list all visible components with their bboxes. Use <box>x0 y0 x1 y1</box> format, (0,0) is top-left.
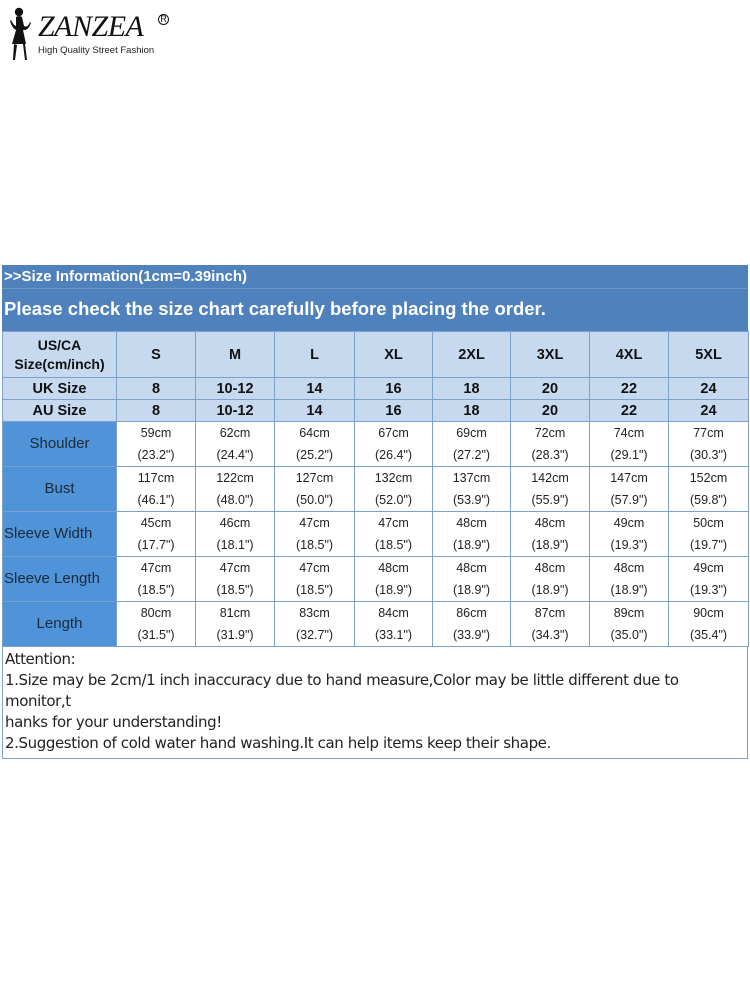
measurement-inch: (19.7") <box>689 538 728 552</box>
measurement-inch: (35.4") <box>689 628 728 642</box>
measurement-cell <box>590 557 669 602</box>
measurement-row <box>3 467 749 512</box>
measurement-cell <box>355 467 433 512</box>
measurement-inch: (18.9") <box>531 538 569 552</box>
measurement-cell <box>117 422 196 467</box>
measurement-cm: 152cm <box>689 471 728 485</box>
measurement-cell <box>433 602 511 647</box>
uk-size-cell: 16 <box>355 378 433 400</box>
au-size-cell: 14 <box>275 400 355 422</box>
measurement-cell <box>355 512 433 557</box>
measurement-inch: (31.9") <box>216 628 254 642</box>
measurement-cm: 74cm <box>613 426 645 440</box>
measurement-inch: (31.5") <box>137 628 175 642</box>
measurement-inch: (55.9") <box>531 493 569 507</box>
measurement-inch: (18.5") <box>374 538 413 552</box>
measurement-inch: (18.5") <box>216 583 254 597</box>
size-chart <box>2 265 748 759</box>
au-size-cell: 16 <box>355 400 433 422</box>
measurement-cell <box>275 512 355 557</box>
measurement-cell <box>275 467 355 512</box>
measurement-cell <box>196 557 275 602</box>
measurement-cell <box>117 467 196 512</box>
measurement-cm: 48cm <box>378 561 409 575</box>
measurement-cm: 47cm <box>378 516 409 530</box>
au-size-cell: 18 <box>433 400 511 422</box>
measurement-label: Sleeve Length <box>3 557 117 602</box>
measurement-inch: (28.3") <box>531 448 569 462</box>
measurement-cm: 49cm <box>613 516 645 530</box>
measurement-cm: 142cm <box>531 471 569 485</box>
measurement-cm: 48cm <box>613 561 645 575</box>
us-size-label <box>3 332 117 378</box>
measurement-cm: 89cm <box>613 606 645 620</box>
measurement-cell <box>669 512 749 557</box>
measurement-cm: 77cm <box>693 426 724 440</box>
measurement-inch: (27.2") <box>452 448 491 462</box>
au-size-cell: 8 <box>117 400 196 422</box>
uk-size-row <box>3 378 749 400</box>
measurement-cm: 117cm <box>137 471 175 485</box>
attention-line-1-cont: hanks for your understanding! <box>5 713 222 731</box>
measurement-cm: 80cm <box>140 606 172 620</box>
attention-line-2: 2.Suggestion of cold water hand washing.It can help items keep their shape. <box>5 734 551 752</box>
attention-notes <box>2 647 748 759</box>
measurement-inch: (57.9") <box>610 493 648 507</box>
measurement-cm: 84cm <box>378 606 409 620</box>
measurement-inch: (35.0") <box>610 628 648 642</box>
measurement-cell <box>433 467 511 512</box>
measurement-inch: (25.2") <box>295 448 334 462</box>
measurement-cm: 90cm <box>693 606 724 620</box>
measurement-row <box>3 512 749 557</box>
measurement-cell <box>511 422 590 467</box>
uk-size-label: UK Size <box>3 378 117 400</box>
measurement-cm: 59cm <box>140 426 172 440</box>
measurement-row <box>3 557 749 602</box>
measurement-cell <box>433 557 511 602</box>
measurement-cell <box>433 512 511 557</box>
measurement-cell <box>511 467 590 512</box>
measurement-cell <box>511 602 590 647</box>
measurement-cell <box>196 602 275 647</box>
us-size-cell: 2XL <box>433 332 511 378</box>
measurement-cm: 87cm <box>534 606 566 620</box>
measurement-cm: 47cm <box>299 561 330 575</box>
measurement-label: Shoulder <box>3 422 117 467</box>
measurement-cell <box>117 512 196 557</box>
measurement-inch: (59.8") <box>689 493 728 507</box>
measurement-cell <box>117 602 196 647</box>
measurement-inch: (52.0") <box>374 493 413 507</box>
measurement-cell <box>511 512 590 557</box>
measurement-inch: (18.9") <box>452 538 491 552</box>
us-size-cell: M <box>196 332 275 378</box>
measurement-cell <box>355 602 433 647</box>
size-notice-header: Please check the size chart carefully before placing the order. <box>2 289 748 331</box>
attention-title: Attention: <box>5 650 76 668</box>
measurement-inch: (33.9") <box>452 628 491 642</box>
measurement-inch: (19.3") <box>689 583 728 597</box>
size-info-header: >>Size Information(1cm=0.39inch) <box>2 265 748 289</box>
measurement-inch: (18.9") <box>531 583 569 597</box>
measurement-cm: 137cm <box>452 471 491 485</box>
measurement-cm: 46cm <box>219 516 251 530</box>
measurement-cell <box>590 467 669 512</box>
us-size-row <box>3 332 749 378</box>
measurement-cm: 45cm <box>140 516 172 530</box>
brand-name: ZANZEA <box>38 10 144 43</box>
measurement-cell <box>590 422 669 467</box>
measurement-cm: 47cm <box>140 561 172 575</box>
measurement-cm: 48cm <box>456 516 487 530</box>
measurement-inch: (32.7") <box>295 628 334 642</box>
measurement-inch: (18.5") <box>295 538 334 552</box>
measurement-cm: 86cm <box>456 606 487 620</box>
measurement-cm: 48cm <box>456 561 487 575</box>
uk-size-cell: 14 <box>275 378 355 400</box>
measurement-cm: 132cm <box>374 471 413 485</box>
measurement-inch: (18.5") <box>295 583 334 597</box>
us-size-cell: L <box>275 332 355 378</box>
measurement-inch: (18.5") <box>137 583 175 597</box>
attention-line-1: 1.Size may be 2cm/1 inch inaccuracy due to hand measure,Color may be little different due to monitor,t <box>5 671 679 710</box>
measurement-cm: 50cm <box>693 516 724 530</box>
measurement-cm: 122cm <box>216 471 254 485</box>
woman-silhouette-icon <box>6 6 36 62</box>
au-size-cell: 24 <box>669 400 749 422</box>
measurement-cell <box>669 557 749 602</box>
measurement-cell <box>196 512 275 557</box>
measurement-label: Sleeve Width <box>3 512 117 557</box>
measurement-inch: (24.4") <box>216 448 254 462</box>
measurement-cm: 83cm <box>299 606 330 620</box>
measurement-inch: (18.9") <box>452 583 491 597</box>
measurement-cell <box>433 422 511 467</box>
registered-mark: R <box>158 14 169 25</box>
measurement-cm: 47cm <box>299 516 330 530</box>
measurement-cell <box>355 422 433 467</box>
us-label-line1: US/CA <box>37 336 82 353</box>
measurement-inch: (29.1") <box>610 448 648 462</box>
au-size-cell: 10-12 <box>196 400 275 422</box>
measurement-row <box>3 602 749 647</box>
measurement-cm: 69cm <box>456 426 487 440</box>
us-size-cell: XL <box>355 332 433 378</box>
measurement-label: Length <box>3 602 117 647</box>
measurement-cell <box>669 467 749 512</box>
measurement-inch: (50.0") <box>295 493 334 507</box>
measurement-inch: (19.3") <box>610 538 648 552</box>
brand-tagline: High Quality Street Fashion <box>38 45 155 56</box>
uk-size-cell: 8 <box>117 378 196 400</box>
measurement-cell <box>275 557 355 602</box>
measurement-inch: (48.0") <box>216 493 254 507</box>
us-size-cell: 4XL <box>590 332 669 378</box>
uk-size-cell: 18 <box>433 378 511 400</box>
measurement-cell <box>196 467 275 512</box>
measurement-cell <box>117 557 196 602</box>
measurement-cell <box>590 602 669 647</box>
measurement-inch: (23.2") <box>137 448 175 462</box>
measurement-cm: 49cm <box>693 561 724 575</box>
au-size-cell: 22 <box>590 400 669 422</box>
measurement-inch: (33.1") <box>374 628 413 642</box>
measurement-cm: 47cm <box>219 561 251 575</box>
measurement-cm: 81cm <box>219 606 251 620</box>
uk-size-cell: 22 <box>590 378 669 400</box>
measurement-inch: (53.9") <box>452 493 491 507</box>
measurement-cell <box>669 602 749 647</box>
measurement-inch: (18.9") <box>610 583 648 597</box>
measurement-inch: (18.9") <box>374 583 413 597</box>
measurement-cm: 72cm <box>534 426 566 440</box>
measurement-inch: (17.7") <box>137 538 175 552</box>
uk-size-cell: 10-12 <box>196 378 275 400</box>
us-size-cell: 3XL <box>511 332 590 378</box>
measurement-inch: (18.1") <box>216 538 254 552</box>
measurement-label: Bust <box>3 467 117 512</box>
au-size-label: AU Size <box>3 400 117 422</box>
size-table <box>2 331 749 647</box>
measurement-cm: 48cm <box>534 516 566 530</box>
measurement-cell <box>196 422 275 467</box>
measurement-cm: 127cm <box>295 471 334 485</box>
measurement-cell <box>275 422 355 467</box>
us-label-line2: Size(cm/inch) <box>14 355 105 372</box>
measurement-inch: (46.1") <box>137 493 175 507</box>
us-size-cell: S <box>117 332 196 378</box>
measurement-inch: (34.3") <box>531 628 569 642</box>
brand-logo <box>6 6 186 62</box>
measurement-cell <box>511 557 590 602</box>
us-size-cell: 5XL <box>669 332 749 378</box>
uk-size-cell: 24 <box>669 378 749 400</box>
measurement-cm: 64cm <box>299 426 330 440</box>
measurement-cm: 48cm <box>534 561 566 575</box>
measurement-cell <box>355 557 433 602</box>
measurement-cell <box>669 422 749 467</box>
measurement-cell <box>590 512 669 557</box>
au-size-cell: 20 <box>511 400 590 422</box>
au-size-row <box>3 400 749 422</box>
measurement-inch: (26.4") <box>374 448 413 462</box>
measurement-cm: 62cm <box>219 426 251 440</box>
measurement-cm: 147cm <box>610 471 648 485</box>
measurement-inch: (30.3") <box>689 448 728 462</box>
measurement-cm: 67cm <box>378 426 409 440</box>
measurement-row <box>3 422 749 467</box>
uk-size-cell: 20 <box>511 378 590 400</box>
measurement-cell <box>275 602 355 647</box>
